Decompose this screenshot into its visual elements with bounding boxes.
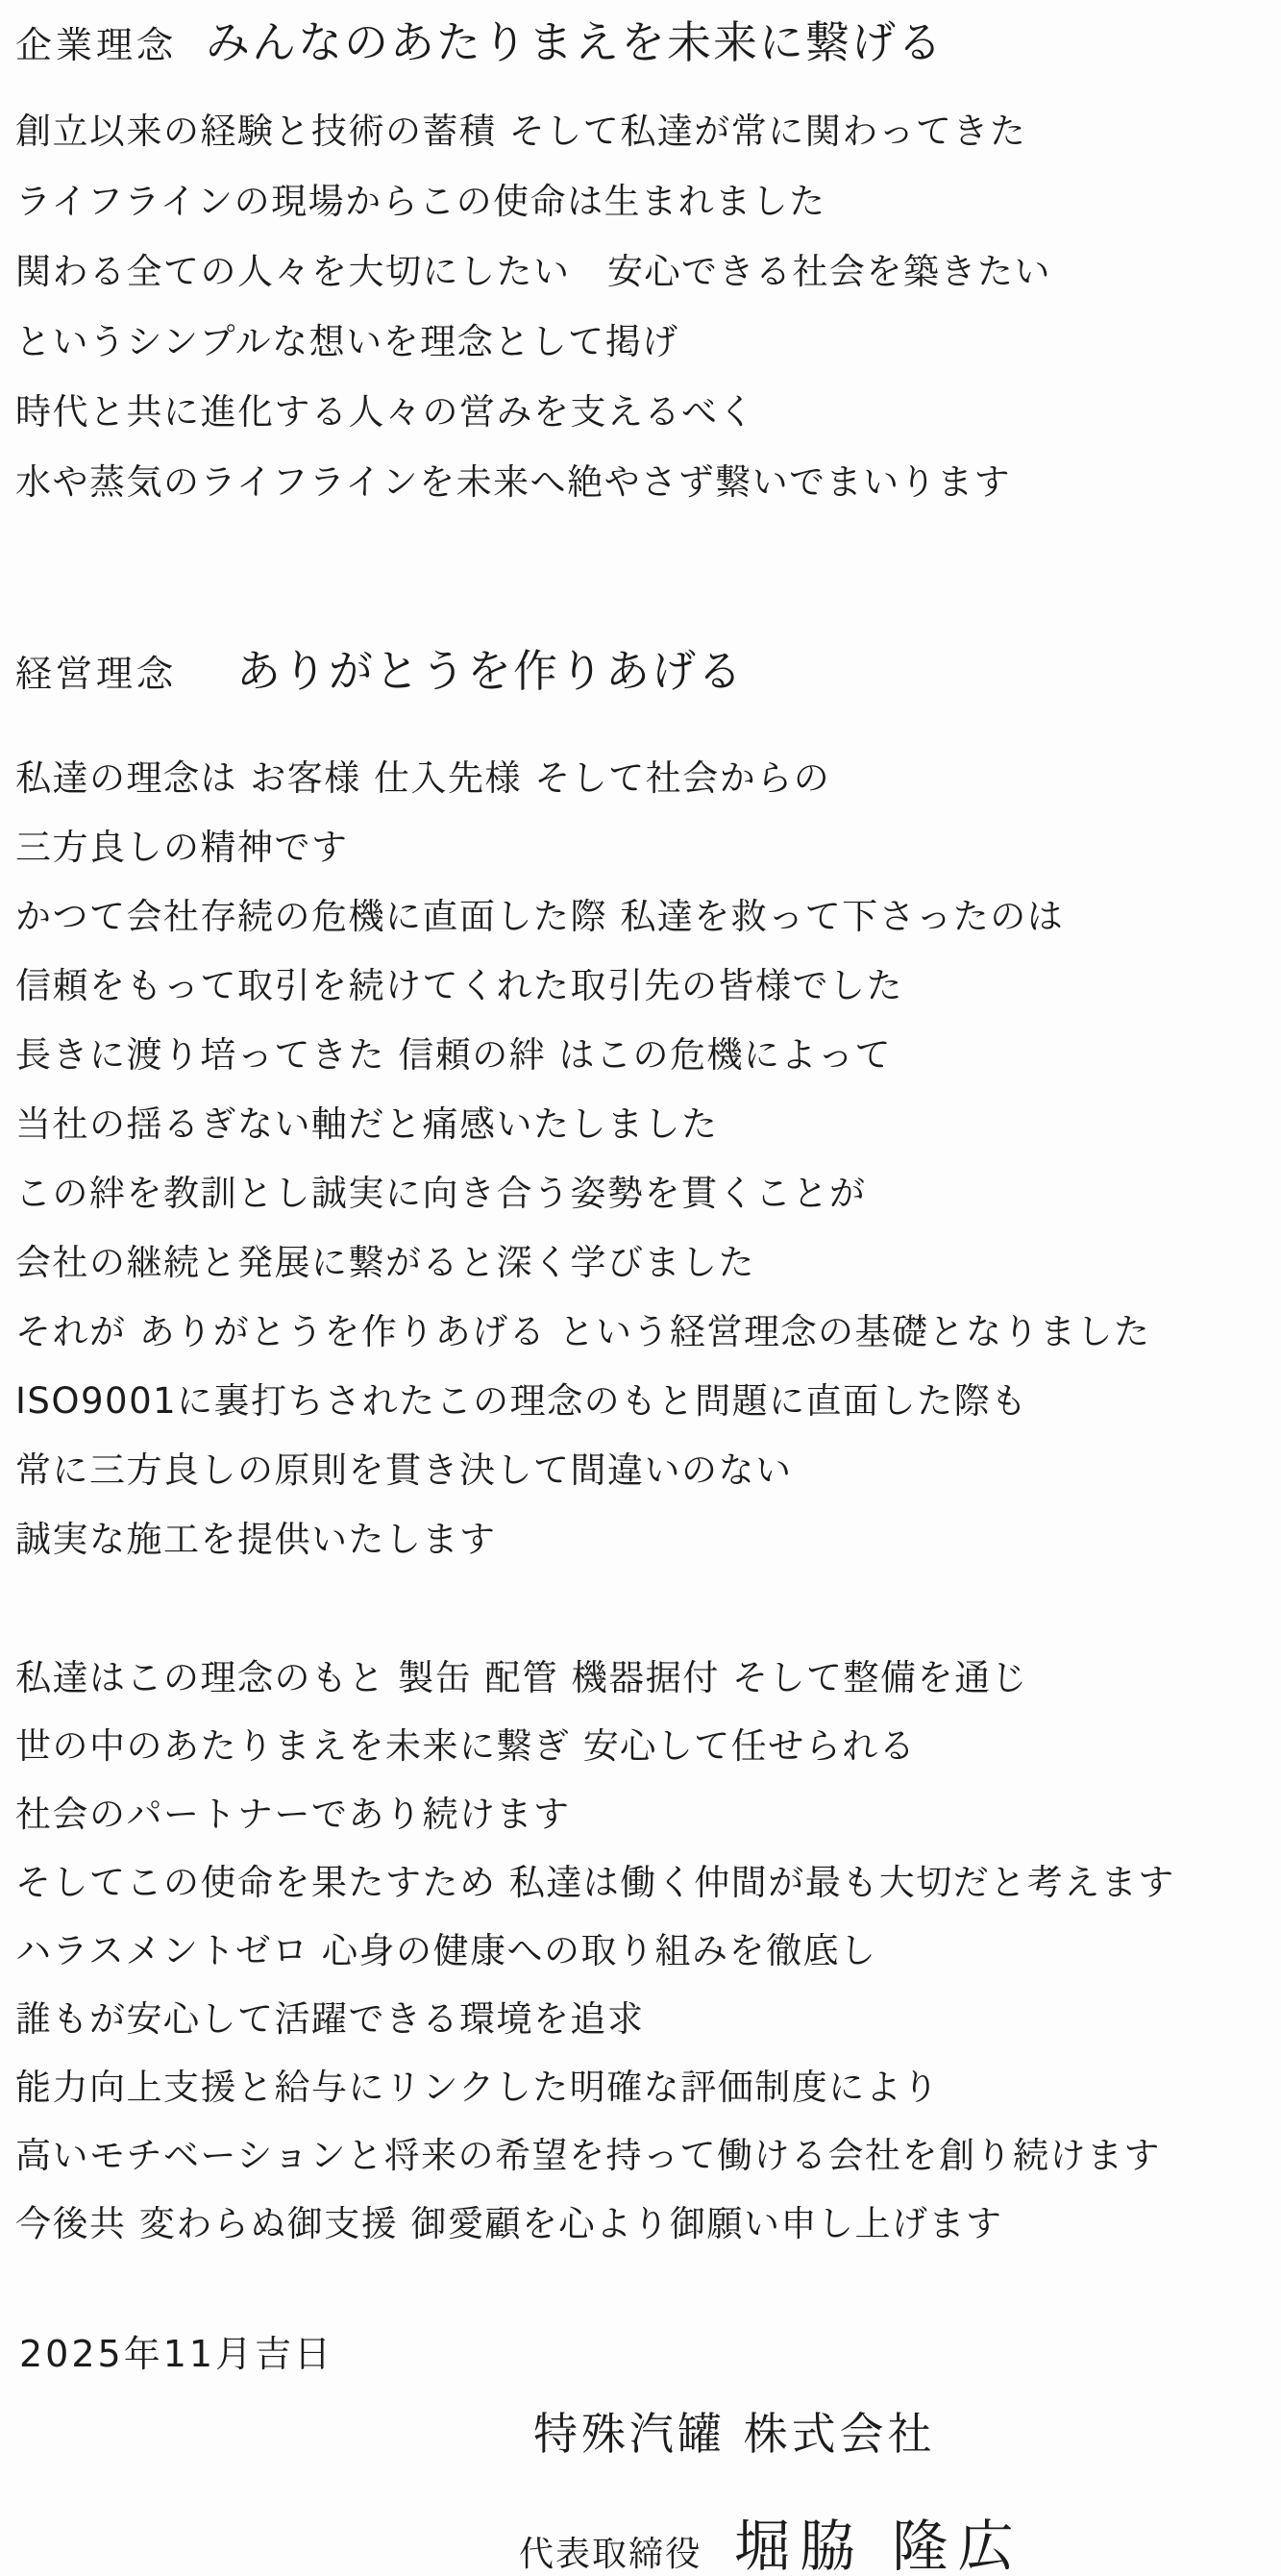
management-philosophy-heading: 経営理念 <box>15 653 178 695</box>
text-line: ライフラインの現場からこの使命は生まれました <box>15 181 826 222</box>
corporate-philosophy-heading: 企業理念 <box>15 24 178 66</box>
text-line: 私達はこの理念のもと 製缶 配管 機器据付 そして整備を通じ <box>15 1657 1029 1698</box>
text-line: 水や蒸気のライフラインを未来へ絶やさず繋いでまいります <box>15 461 1012 503</box>
corporate-philosophy-title <box>15 8 944 71</box>
corporate-philosophy-slogan: みんなのあたりまえを未来に繋げる <box>206 16 945 68</box>
management-philosophy-body <box>15 744 1271 1574</box>
text-line: 高いモチベーションと将来の希望を持って働ける会社を創り続けます <box>15 2135 1162 2176</box>
text-line: 会社の継続と発展に繋がると深く学びました <box>15 1242 755 1283</box>
text-line: 常に三方良しの原則を貫き決して間違いのない <box>15 1449 793 1491</box>
text-line: 社会のパートナーであり続けます <box>15 1794 571 1835</box>
text-line: 能力向上支援と給与にリンクした明確な評価制度により <box>15 2067 940 2108</box>
text-line: 信頼をもって取引を続けてくれた取引先の皆様でした <box>15 965 903 1006</box>
text-line: 三方良しの精神です <box>15 827 349 868</box>
text-line: 長きに渡り培ってきた 信頼の絆 はこの危機によって <box>15 1034 893 1076</box>
text-line: それが ありがとうを作りあげる という経営理念の基礎となりました <box>15 1311 1151 1352</box>
closing-body <box>15 1644 1271 2258</box>
corporate-philosophy-body <box>15 96 1271 517</box>
text-line: 時代と共に進化する人々の営みを支えるべく <box>15 391 755 433</box>
text-line: 関わる全ての人々を大切にしたい 安心できる社会を築きたい <box>15 251 1051 292</box>
text-line: というシンプルな想いを理念として掲げ <box>15 321 679 362</box>
text-line: そしてこの使命を果たすため 私達は働く仲間が最も大切だと考えます <box>15 1862 1175 1903</box>
text-line: 誠実な施工を提供いたします <box>15 1519 497 1560</box>
text-line: 誰もが安心して活躍できる環境を追求 <box>15 1998 645 2040</box>
text-line: 世の中のあたりまえを未来に繋ぎ 安心して任せられる <box>15 1725 917 1767</box>
text-line: 創立以来の経験と技術の蓄積 そして私達が常に関わってきた <box>15 111 1027 152</box>
management-philosophy-title <box>15 636 744 700</box>
company-name: 特殊汽罐 株式会社 <box>533 2408 936 2460</box>
text-line: かつて会社存続の危機に直面した際 私達を救って下さったのは <box>15 896 1065 937</box>
signer-name: 堀脇 隆広 <box>734 2514 1023 2576</box>
text-line: 私達の理念は お客様 仕入先様 そして社会からの <box>15 757 831 799</box>
text-line: 当社の揺るぎない軸だと痛感いたしました <box>15 1103 719 1145</box>
date: 2025年11月吉日 <box>19 2333 334 2375</box>
text-line: 今後共 変わらぬ御支援 御愛顧を心より御願い申し上げます <box>15 2203 1003 2244</box>
text-line: この絆を教訓とし誠実に向き合う姿勢を貫くことが <box>15 1173 867 1214</box>
management-philosophy-slogan: ありがとうを作りあげる <box>236 645 745 697</box>
text-line: ISO9001に裏打ちされたこの理念のもと問題に直面した際も <box>15 1380 1028 1422</box>
signer-role: 代表取締役 <box>519 2535 702 2574</box>
signer <box>519 2501 1022 2576</box>
text-line: ハラスメントゼロ 心身の健康への取り組みを徹底し <box>15 1930 877 1971</box>
